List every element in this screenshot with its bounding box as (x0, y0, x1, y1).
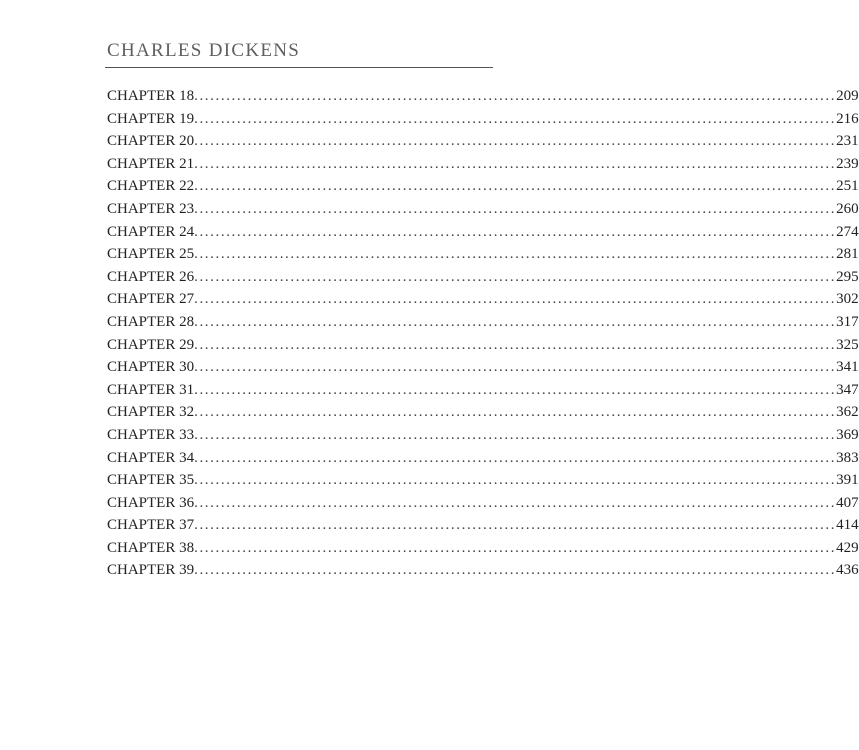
page-number: 347 (836, 381, 859, 398)
chapter-title: CHAPTER 22 (107, 178, 195, 195)
page-number: 251 (836, 178, 859, 195)
chapter-title: CHAPTER 26 (107, 268, 195, 285)
toc-entry (107, 356, 859, 379)
dot-leader: ........................................................................................................................ (194, 178, 837, 195)
page-number: 325 (836, 336, 859, 353)
toc-entry (107, 514, 859, 537)
page-number: 414 (836, 517, 859, 534)
page-number: 302 (836, 291, 859, 308)
dot-leader: ........................................................................................................................ (194, 359, 837, 376)
dot-leader: ........................................................................................................................ (194, 404, 837, 421)
chapter-title: CHAPTER 33 (107, 426, 195, 443)
chapter-title: CHAPTER 34 (107, 449, 195, 466)
toc-entry (107, 401, 859, 424)
toc-entry (107, 153, 859, 176)
dot-leader: ........................................................................................................................ (194, 246, 837, 263)
page-number: 407 (836, 494, 859, 511)
dot-leader: ........................................................................................................................ (194, 223, 837, 240)
chapter-title: CHAPTER 32 (107, 404, 195, 421)
page-number: 369 (836, 426, 859, 443)
page-number: 239 (836, 155, 859, 172)
dot-leader: ........................................................................................................................ (194, 200, 837, 217)
dot-leader: ........................................................................................................................ (194, 110, 837, 127)
chapter-title: CHAPTER 31 (107, 381, 195, 398)
toc-entry (107, 175, 859, 198)
toc-entry (107, 311, 859, 334)
toc-entry (107, 221, 859, 244)
toc-entry (107, 85, 859, 108)
chapter-title: CHAPTER 23 (107, 200, 195, 217)
toc-entry (107, 130, 859, 153)
dot-leader: ........................................................................................................................ (194, 472, 837, 489)
chapter-title: CHAPTER 18 (107, 88, 195, 104)
toc-entry (107, 424, 859, 447)
chapter-title: CHAPTER 28 (107, 313, 195, 330)
page-number: 260 (836, 200, 859, 217)
chapter-title: CHAPTER 38 (107, 539, 195, 556)
toc-entry (107, 108, 859, 131)
dot-leader: ........................................................................................................................ (194, 426, 837, 443)
toc-entry (107, 334, 859, 357)
dot-leader: ........................................................................................................................ (194, 336, 837, 353)
page-number: 341 (836, 359, 859, 376)
toc-entry (107, 447, 859, 470)
chapter-title: CHAPTER 39 (107, 562, 195, 579)
page-number: 231 (836, 133, 859, 150)
dot-leader: ........................................................................................................................ (194, 494, 837, 511)
chapter-title: CHAPTER 29 (107, 336, 195, 353)
chapter-title: CHAPTER 36 (107, 494, 195, 511)
page-number: 436 (836, 562, 859, 579)
toc-entry (107, 243, 859, 266)
chapter-title: CHAPTER 27 (107, 291, 195, 308)
toc-entry (107, 266, 859, 289)
dot-leader: ........................................................................................................................ (194, 313, 837, 330)
chapter-title: CHAPTER 19 (107, 110, 195, 127)
page-number: 281 (836, 246, 859, 263)
chapter-title: CHAPTER 24 (107, 223, 195, 240)
page-number: 391 (836, 472, 859, 489)
page-number: 274 (836, 223, 859, 240)
dot-leader: ........................................................................................................................ (194, 291, 837, 308)
page-number: 209 (836, 88, 859, 104)
chapter-title: CHAPTER 25 (107, 246, 195, 263)
toc-entry (107, 379, 859, 402)
table-of-contents (107, 85, 859, 582)
chapter-title: CHAPTER 20 (107, 133, 195, 150)
dot-leader: ........................................................................................................................ (194, 155, 837, 172)
running-header: CHARLES DICKENS (107, 40, 301, 61)
page-number: 383 (836, 449, 859, 466)
toc-entry (107, 469, 859, 492)
chapter-title: CHAPTER 37 (107, 517, 195, 534)
chapter-title: CHAPTER 30 (107, 359, 195, 376)
dot-leader: ........................................................................................................................ (194, 381, 837, 398)
toc-entry (107, 288, 859, 311)
page-number: 295 (836, 268, 859, 285)
page-number: 216 (836, 110, 859, 127)
chapter-title: CHAPTER 35 (107, 472, 195, 489)
dot-leader: ........................................................................................................................ (194, 88, 837, 104)
dot-leader: ........................................................................................................................ (194, 133, 837, 150)
header-rule (105, 67, 493, 68)
toc-entry (107, 559, 859, 582)
page-number: 317 (836, 313, 859, 330)
dot-leader: ........................................................................................................................ (194, 562, 837, 579)
chapter-title: CHAPTER 21 (107, 155, 195, 172)
page-number: 429 (836, 539, 859, 556)
dot-leader: ........................................................................................................................ (194, 539, 837, 556)
toc-entry (107, 492, 859, 515)
page-number: 362 (836, 404, 859, 421)
toc-entry (107, 537, 859, 560)
dot-leader: ........................................................................................................................ (194, 449, 837, 466)
toc-entry (107, 198, 859, 221)
dot-leader: ........................................................................................................................ (194, 517, 837, 534)
dot-leader: ........................................................................................................................ (194, 268, 837, 285)
